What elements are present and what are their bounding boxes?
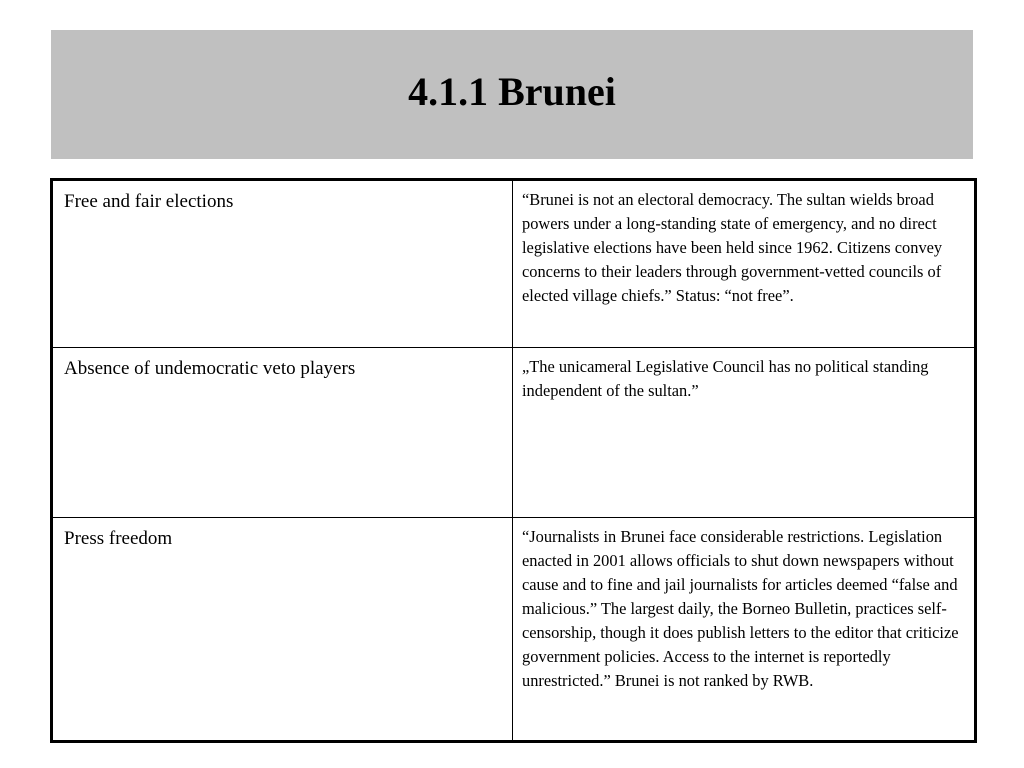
slide-title: 4.1.1 Brunei (408, 68, 616, 114)
criterion-cell (52, 348, 513, 518)
assessment-cell (513, 518, 976, 742)
table-row (52, 518, 976, 742)
title-banner (51, 30, 973, 159)
assessment-text: „The unicameral Legislative Council has no political standing independent of the sultan.” (522, 357, 929, 400)
table-row (52, 180, 976, 348)
criterion-cell (52, 180, 513, 348)
criterion-cell (52, 518, 513, 742)
criterion-label: Free and fair elections (64, 191, 234, 212)
criterion-label: Press freedom (64, 528, 173, 549)
assessment-text: “Journalists in Brunei face considerable restrictions. Legislation enacted in 2001 allows officials to shut down newspapers without cause and to fine and jail journalists for articles deemed “false and malicious.” The largest daily, the Borneo Bulletin, practices self-censorship, though it does publish letters to the editor that criticize government policies. Access to the internet is reportedly unrestricted.” Brunei is not ranked by RWB. (522, 527, 959, 690)
assessment-text: “Brunei is not an electoral democracy. The sultan wields broad powers under a long-standing state of emergency, and no direct legislative elections have been held since 1962. Citizens convey concerns to their leaders through government-vetted councils of elected village chiefs.” Status: “not free”. (522, 190, 943, 305)
assessment-cell (513, 180, 976, 348)
criteria-table (50, 178, 977, 743)
criterion-label: Absence of undemocratic veto players (64, 358, 356, 379)
table-row (52, 348, 976, 518)
assessment-cell (513, 348, 976, 518)
